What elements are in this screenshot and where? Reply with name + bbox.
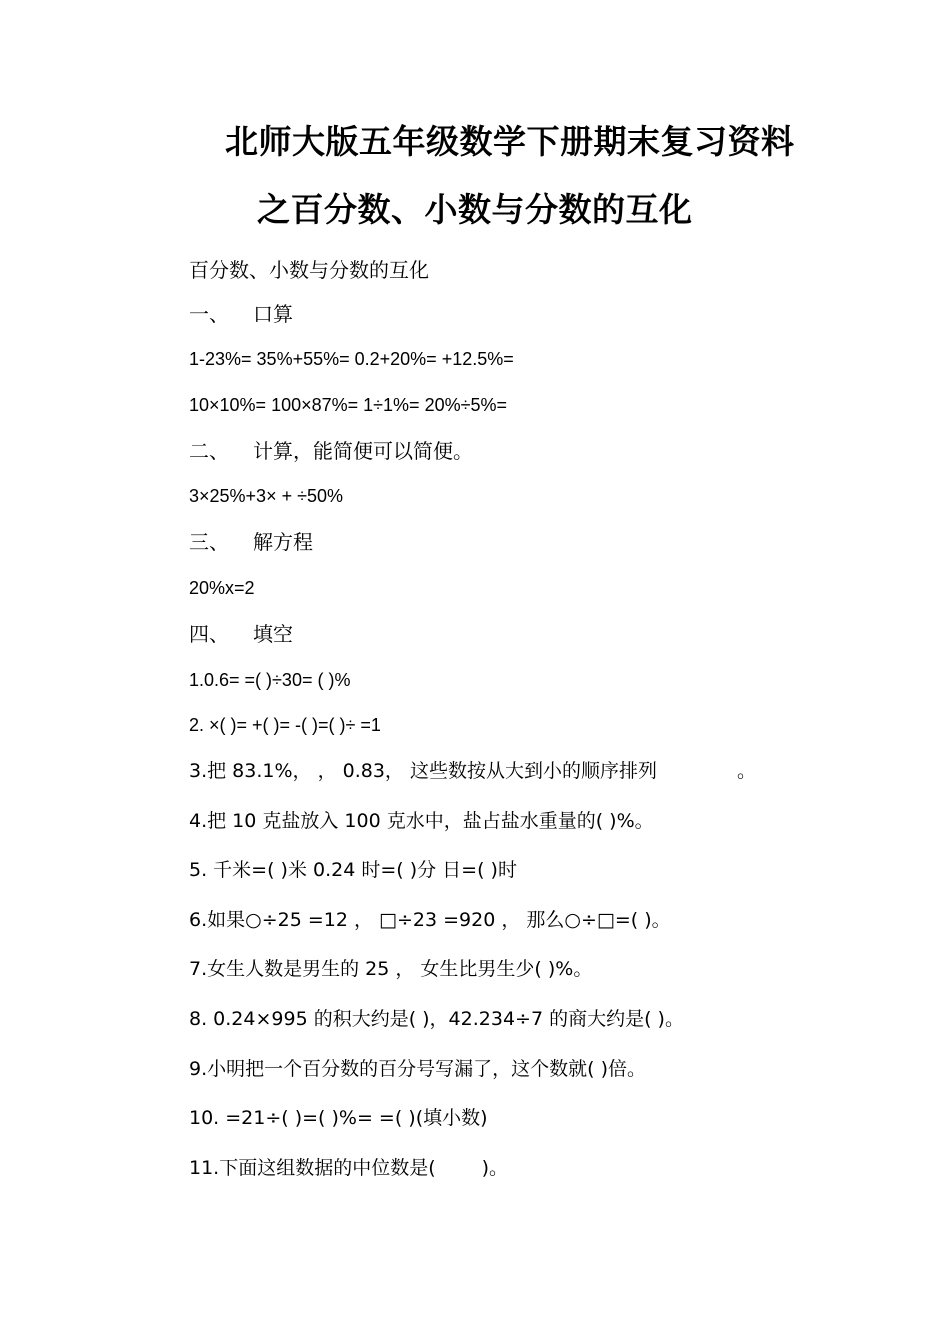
fill-item-4: 4.把 10 克盐放入 100 克水中，盐占盐水重量的( )%。 — [189, 810, 654, 832]
section-2-heading — [189, 438, 473, 464]
fill-item-3-text: 3.把 83.1%， ， 0.83， 这些数按从大到小的顺序排列 — [189, 760, 657, 782]
fill-item-3-end: 。 — [736, 760, 756, 782]
fill-item-11 — [189, 1155, 508, 1181]
section-1-heading — [189, 301, 293, 327]
fill-item-2: 2. ×( )= +( )= -( )=( )÷ =1 — [189, 715, 381, 735]
section-3-title: 解方程 — [253, 530, 313, 554]
fill-item-1: 1.0.6= =( )÷30= ( )% — [189, 670, 351, 690]
section-2-title: 计算，能简便可以简便。 — [253, 439, 473, 463]
section-4-title: 填空 — [253, 622, 293, 646]
fill-item-7: 7.女生人数是男生的 25 ， 女生比男生少( )%。 — [189, 958, 593, 980]
section-4-heading — [189, 621, 293, 647]
document-title-line-2: 之百分数、小数与分数的互化 — [257, 190, 693, 229]
fill-item-6: 6.如果○÷25 =12 ， □÷23 =920 ， 那么○÷□=( )。 — [189, 909, 671, 931]
section-1-title: 口算 — [253, 302, 293, 326]
fill-item-10: 10. =21÷( )=( )%= =( )(填小数) — [189, 1107, 488, 1129]
fill-item-8: 8. 0.24×995 的积大约是( )，42.234÷7 的商大约是( )。 — [189, 1008, 684, 1030]
section-1-row-1: 1-23%= 35%+55%= 0.2+20%= +12.5%= — [189, 349, 514, 369]
section-2-row-1: 3×25%+3× + ÷50% — [189, 486, 344, 506]
section-3-row-1: 20%x=2 — [189, 578, 255, 598]
section-1-number: 一、 — [189, 302, 229, 326]
section-3-heading — [189, 529, 313, 555]
section-2-number: 二、 — [189, 439, 229, 463]
section-1-row-2: 10×10%= 100×87%= 1÷1%= 20%÷5%= — [189, 395, 508, 415]
fill-item-3 — [189, 758, 756, 784]
fill-item-5: 5. 千米=( )米 0.24 时=( )分 日=( )时 — [189, 859, 517, 881]
document-subtitle: 百分数、小数与分数的互化 — [189, 258, 429, 282]
section-4-number: 四、 — [189, 622, 229, 646]
fill-item-11-text: 11.下面这组数据的中位数是( — [189, 1157, 436, 1179]
fill-item-11-end: )。 — [481, 1157, 509, 1179]
section-3-number: 三、 — [189, 530, 229, 554]
document-title-line-1: 北师大版五年级数学下册期末复习资料 — [225, 122, 795, 161]
fill-item-9: 9.小明把一个百分数的百分号写漏了，这个数就( )倍。 — [189, 1058, 646, 1080]
